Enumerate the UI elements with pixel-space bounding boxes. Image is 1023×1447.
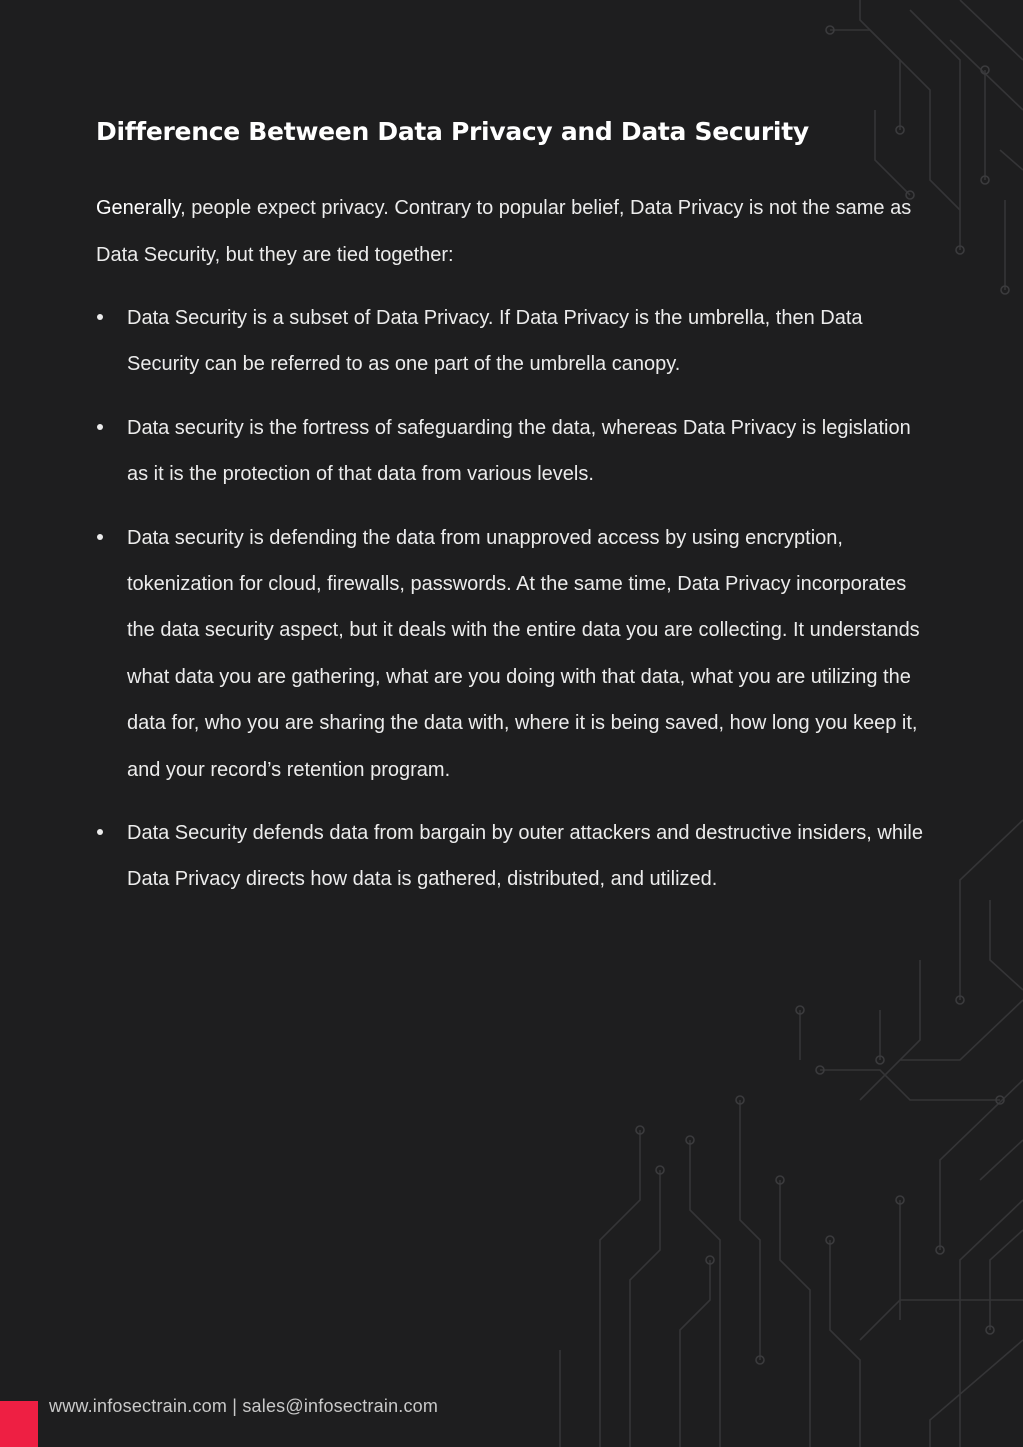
page-footer: [0, 1390, 1023, 1447]
list-item: [96, 515, 936, 793]
comparison-list: [96, 295, 936, 903]
bullet-icon: [97, 534, 103, 540]
intro-text: , people expect privacy. Contrary to popular belief, Data Privacy is not the same as Data Security, but they are tied together:: [96, 197, 912, 266]
document-body: [96, 112, 936, 920]
bullet-icon: [97, 424, 103, 430]
intro-lead-word: Generally: [96, 197, 181, 219]
list-item-text: Data Security defends data from bargain by outer attackers and destructive insiders, while Data Privacy directs how data is gathered, distributed, and utilized.: [127, 822, 923, 891]
list-item: [96, 295, 936, 388]
list-item: [96, 810, 936, 903]
list-item-text: Data security is defending the data from unapproved access by using encryption, tokenization for cloud, firewalls, passwords. At the same time, Data Privacy incorporates the data security aspect, but it deals with the entire data you are collecting. It understands what data you are gathering, what are you doing with that data, what you are utilizing the data for, who you are sharing the data with, where it is being saved, how long you keep it, and your record’s retention program.: [127, 526, 920, 781]
footer-contact[interactable]: www.infosectrain.com | sales@infosectrain.com: [49, 1396, 439, 1416]
list-item-text: Data security is the fortress of safeguarding the data, whereas Data Privacy is legislation as it is the protection of that data from various levels.: [127, 416, 911, 486]
bullet-icon: [97, 314, 103, 320]
list-item-text: Data Security is a subset of Data Privacy. If Data Privacy is the umbrella, then Data Security can be referred to as one part of the umbrella canopy.: [127, 307, 863, 376]
intro-paragraph: [96, 185, 936, 278]
bullet-icon: [97, 829, 103, 835]
page-title: Difference Between Data Privacy and Data Security: [96, 117, 809, 146]
brand-accent-block: [0, 1401, 38, 1447]
list-item: [96, 405, 936, 498]
